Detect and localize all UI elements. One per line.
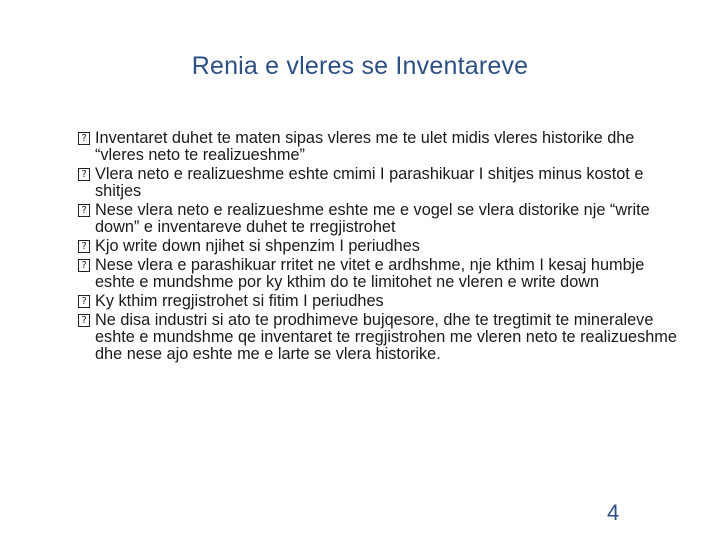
page-number: 4: [607, 500, 620, 525]
bullet-glyph-icon: ?: [78, 240, 90, 253]
bullet-item: [78, 130, 686, 164]
bullet-item: [78, 238, 686, 255]
bullet-item: [78, 312, 686, 363]
bullet-text: Nese vlera neto e realizueshme eshte me e vogel se vlera distorike nje “write down” e inventareve duhet te rregjistrohet: [95, 201, 650, 236]
bullet-glyph-icon: ?: [78, 168, 90, 181]
bullet-list: [78, 130, 686, 365]
bullet-text: Vlera neto e realizueshme eshte cmimi I parashikuar I shitjes minus kostot e shitjes: [95, 165, 644, 200]
bullet-glyph-icon: ?: [78, 259, 90, 272]
bullet-item: [78, 202, 686, 236]
bullet-item: [78, 257, 686, 291]
slide-title: Renia e vleres se Inventareve: [191, 52, 529, 80]
bullet-text: Kjo write down njihet si shpenzim I periudhes: [95, 237, 420, 255]
bullet-text: Inventaret duhet te maten sipas vleres me te ulet midis vleres historike dhe “vleres neto te realizueshme”: [95, 129, 635, 164]
bullet-item: [78, 166, 686, 200]
bullet-text: Nese vlera e parashikuar rritet ne vitet e ardhshme, nje kthim I kesaj humbje eshte e mundshme por ky kthim do te limitohet ne vleren e write down: [95, 256, 645, 291]
bullet-glyph-icon: ?: [78, 132, 90, 145]
bullet-glyph-icon: ?: [78, 314, 90, 327]
bullet-text: Ky kthim rregjistrohet si fitim I periudhes: [95, 292, 384, 310]
bullet-glyph-icon: ?: [78, 204, 90, 217]
bullet-glyph-icon: ?: [78, 295, 90, 308]
bullet-text: Ne disa industri si ato te prodhimeve bujqesore, dhe te tregtimit te mineraleve eshte e mundshme qe inventaret te rregjistrohen me vleren neto te realizueshme dhe nese ajo eshte me e larte se vlera historike.: [95, 311, 677, 363]
bullet-item: [78, 293, 686, 310]
